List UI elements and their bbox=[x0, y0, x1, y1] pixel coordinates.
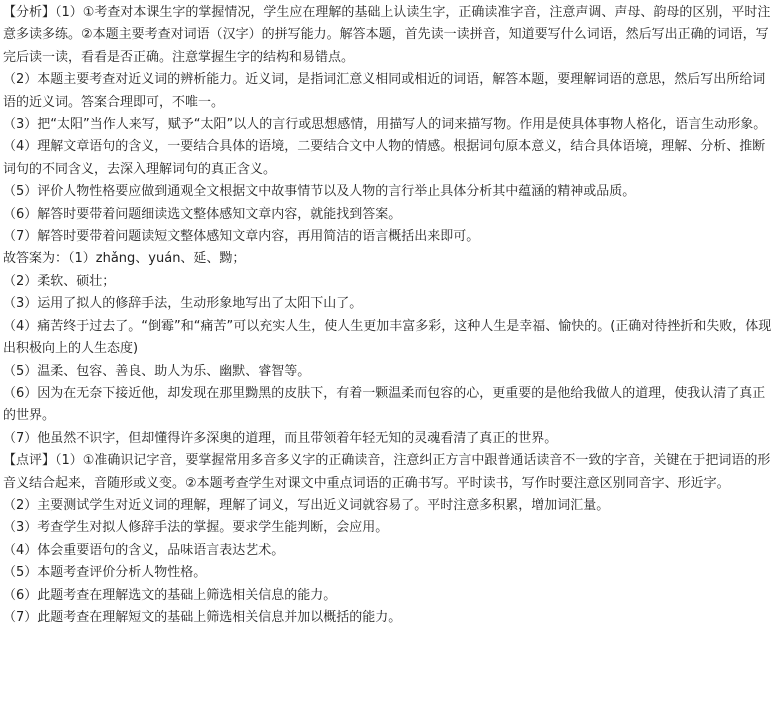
analysis-paragraph-6: （6）解答时要带着问题细读选文整体感知文章内容，就能找到答案。 bbox=[3, 206, 402, 222]
answer-paragraph-6: （6）因为在无奈下接近他，却发现在那里黝黑的皮肤下，有着一颗温柔而包容的心，更重要的是他给我做人的道理，使我认清了真正的世界。 bbox=[3, 385, 766, 424]
answer-paragraph-5: （5）温柔、包容、善良、助人为乐、幽默、睿智等。 bbox=[3, 363, 311, 379]
analysis-paragraph-4: （4）理解文章语句的含义，一要结合具体的语境，二要结合文中人物的情感。根据词句原本意义，结合具体语境，理解、分析、推断词句的不同含义，去深入理解词句的真正含义。 bbox=[3, 139, 766, 177]
solution-document bbox=[3, 2, 777, 629]
comment-paragraph-4: （4）体会重要语句的含义，品味语言表达艺术。 bbox=[3, 542, 285, 558]
answer-paragraph-4: （4）痛苦终于过去了。“倒霉”和“痛苦”可以充实人生，使人生更加丰富多彩，这种人生是幸福、愉快的。(正确对待挫折和失败，体现出积极向上的人生态度) bbox=[3, 318, 772, 357]
analysis-paragraph-1: 【分析】（1）①考查对本课生字的掌握情况，学生应在理解的基础上认读生字，正确读准字音，注意声调、声母、韵母的区别，平时注意多读多练。②本题主要考查对词语（汉字）的拼写能力。解答本题，首先读一读拼音，知道要写什么词语，然后写出正确的词语，写完后读一读，看看是否正确。注意掌握生字的结构和易错点。 bbox=[3, 5, 771, 65]
comment-paragraph-1: 【点评】（1）①准确识记字音，要掌握常用多音多义字的正确读音，注意纠正方言中跟普通话读音不一致的字音，关键在于把词语的形音义结合起来，音随形或义变。②本题考查学生对课文中重点词语的正确书写。平时读书，写作时要注意区别同音字、形近字。 bbox=[3, 453, 771, 491]
analysis-paragraph-5: （5）评价人物性格要应做到通观全文根据文中故事情节以及人物的言行举止具体分析其中蕴涵的精神或品质。 bbox=[3, 184, 636, 200]
analysis-paragraph-2: （2）本题主要考查对近义词的辨析能力。近义词，是指词汇意义相同或相近的词语，解答本题，要理解词语的意思，然后写出所给词语的近义词。答案合理即可，不唯一。 bbox=[3, 72, 766, 110]
comment-paragraph-7: （7）此题考查在理解短文的基础上筛选相关信息并加以概括的能力。 bbox=[3, 609, 402, 625]
comment-paragraph-2: （2）主要测试学生对近义词的理解，理解了词义，写出近义词就容易了。平时注意多积累，增加词汇量。 bbox=[3, 497, 610, 513]
analysis-paragraph-3: （3）把“太阳”当作人来写，赋予“太阳”以人的言行或思想感情，用描写人的词来描写物。作用是使具体事物人格化，语言生动形象。 bbox=[3, 117, 767, 133]
answers-section bbox=[3, 248, 777, 450]
answer-paragraph-3: （3）运用了拟人的修辞手法，生动形象地写出了太阳下山了。 bbox=[3, 296, 363, 312]
comment-section bbox=[3, 450, 777, 629]
analysis-paragraph-7: （7）解答时要带着问题读短文整体感知文章内容，再用简洁的语言概括出来即可。 bbox=[3, 229, 480, 245]
analysis-section bbox=[3, 2, 777, 248]
answer-paragraph-1: 故答案为：（1）zhǎng、yuán、延、黝； bbox=[3, 251, 246, 267]
comment-paragraph-6: （6）此题考查在理解选文的基础上筛选相关信息的能力。 bbox=[3, 587, 337, 603]
answer-paragraph-2: （2）柔软、硕壮； bbox=[3, 273, 116, 289]
comment-paragraph-3: （3）考查学生对拟人修辞手法的掌握。要求学生能判断，会应用。 bbox=[3, 520, 389, 536]
comment-paragraph-5: （5）本题考查评价分析人物性格。 bbox=[3, 565, 207, 581]
answer-paragraph-7: （7）他虽然不识字，但却懂得许多深奥的道理，而且带领着年轻无知的灵魂看清了真正的世界。 bbox=[3, 430, 558, 446]
